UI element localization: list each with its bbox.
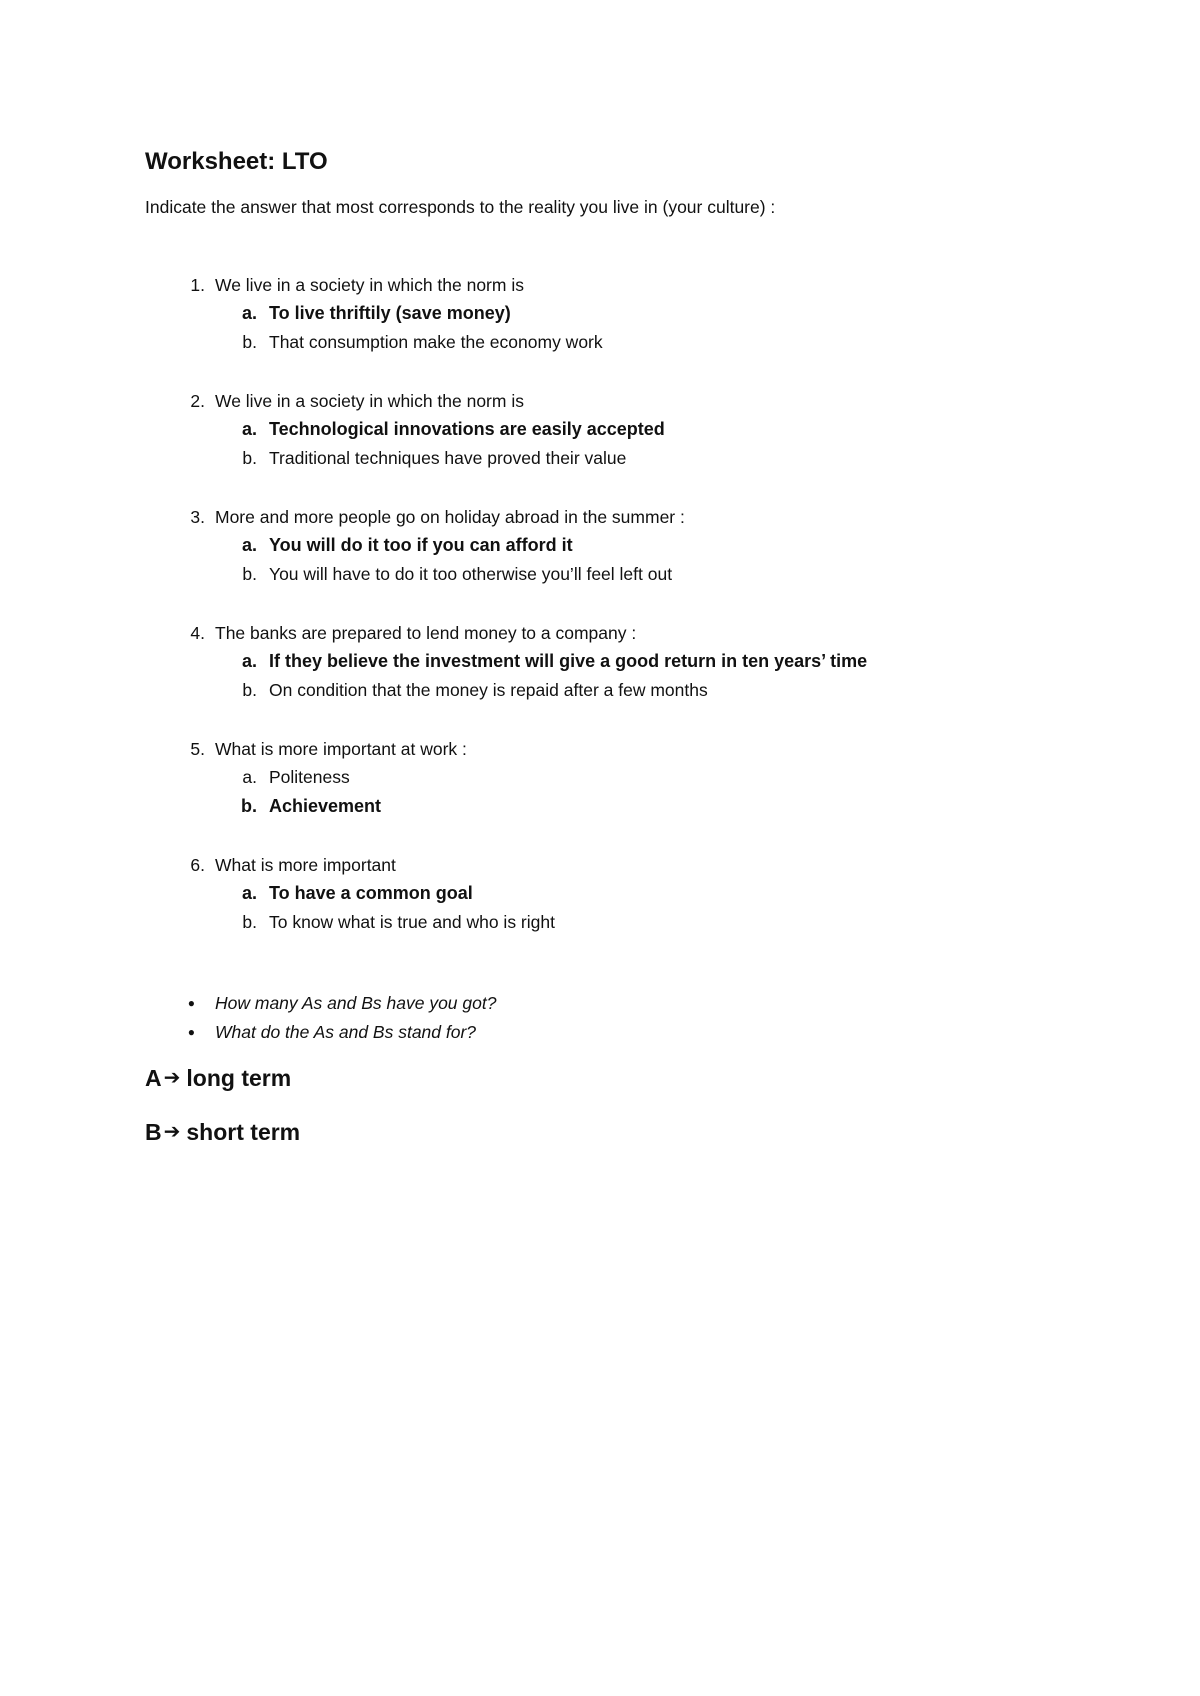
option-a [145, 531, 1045, 560]
question-3 [145, 503, 1045, 589]
option-b [145, 560, 1045, 589]
answer-key-b [145, 1117, 1045, 1147]
question-4 [145, 619, 1045, 705]
instructions: Indicate the answer that most corresponds to the reality you live in (your culture) : [145, 197, 776, 217]
option-b [145, 792, 1045, 821]
answer-key-a [145, 1063, 1045, 1093]
question-number: 2. [190, 391, 205, 411]
question-list [145, 271, 1045, 937]
option-text: If they believe the investment will give a good return in ten years’ time [269, 651, 868, 671]
option-letter: a. [241, 419, 257, 439]
option-letter: a. [241, 303, 257, 323]
option-letter: b. [242, 332, 257, 352]
option-text: That consumption make the economy work [269, 332, 603, 352]
page-title: Worksheet: LTO [145, 148, 328, 175]
option-text: On condition that the money is repaid after a few months [269, 680, 708, 700]
follow-up-item [145, 989, 1045, 1018]
follow-up-item [145, 1018, 1045, 1047]
option-letter: a. [242, 767, 257, 787]
option-b [145, 908, 1045, 937]
option-b [145, 328, 1045, 357]
option-a [145, 415, 1045, 444]
follow-up-text: How many As and Bs have you got? [215, 993, 497, 1013]
question-text: The banks are prepared to lend money to a company : [215, 623, 637, 643]
arrow-right-icon: ➔ [163, 1067, 181, 1089]
question-number: 5. [190, 739, 205, 759]
option-text: Traditional techniques have proved their value [269, 448, 627, 468]
key-letter: A [145, 1065, 162, 1091]
option-letter: b. [242, 564, 257, 584]
question-number: 3. [190, 507, 205, 527]
option-text: Achievement [269, 796, 382, 816]
option-a [145, 879, 1045, 908]
question-2 [145, 387, 1045, 473]
option-a [145, 647, 1045, 676]
option-b [145, 444, 1045, 473]
option-letter: a. [241, 535, 257, 555]
question-number: 4. [190, 623, 205, 643]
question-number: 1. [190, 275, 205, 295]
question-5 [145, 735, 1045, 821]
option-text: Politeness [269, 767, 350, 787]
question-1 [145, 271, 1045, 357]
key-letter: B [145, 1119, 162, 1145]
option-letter: b. [242, 912, 257, 932]
answer-key [145, 1063, 1045, 1147]
option-text: To have a common goal [269, 883, 473, 903]
option-text: You will have to do it too otherwise you’ll feel left out [269, 564, 673, 584]
question-text: We live in a society in which the norm is [215, 275, 524, 295]
question-text: We live in a society in which the norm is [215, 391, 524, 411]
question-number: 6. [190, 855, 205, 875]
option-letter: a. [241, 883, 257, 903]
worksheet-page [145, 145, 1045, 1171]
option-text: You will do it too if you can afford it [269, 535, 573, 555]
option-b [145, 676, 1045, 705]
question-text: More and more people go on holiday abroad in the summer : [215, 507, 685, 527]
option-letter: a. [241, 651, 257, 671]
option-letter: b. [241, 796, 257, 816]
option-a [145, 763, 1045, 792]
option-letter: b. [242, 448, 257, 468]
option-text: To know what is true and who is right [269, 912, 555, 932]
question-6 [145, 851, 1045, 937]
follow-up-text: What do the As and Bs stand for? [215, 1022, 477, 1042]
option-text: To live thriftily (save money) [269, 303, 511, 323]
key-meaning: short term [186, 1119, 301, 1145]
question-text: What is more important [215, 855, 396, 875]
option-text: Technological innovations are easily accepted [269, 419, 665, 439]
option-letter: b. [242, 680, 257, 700]
option-a [145, 299, 1045, 328]
question-text: What is more important at work : [215, 739, 467, 759]
follow-up-questions [145, 989, 1045, 1047]
bullet-icon: ● [187, 996, 195, 1010]
bullet-icon: ● [187, 1025, 195, 1039]
key-meaning: long term [186, 1065, 292, 1091]
arrow-right-icon: ➔ [163, 1121, 181, 1143]
